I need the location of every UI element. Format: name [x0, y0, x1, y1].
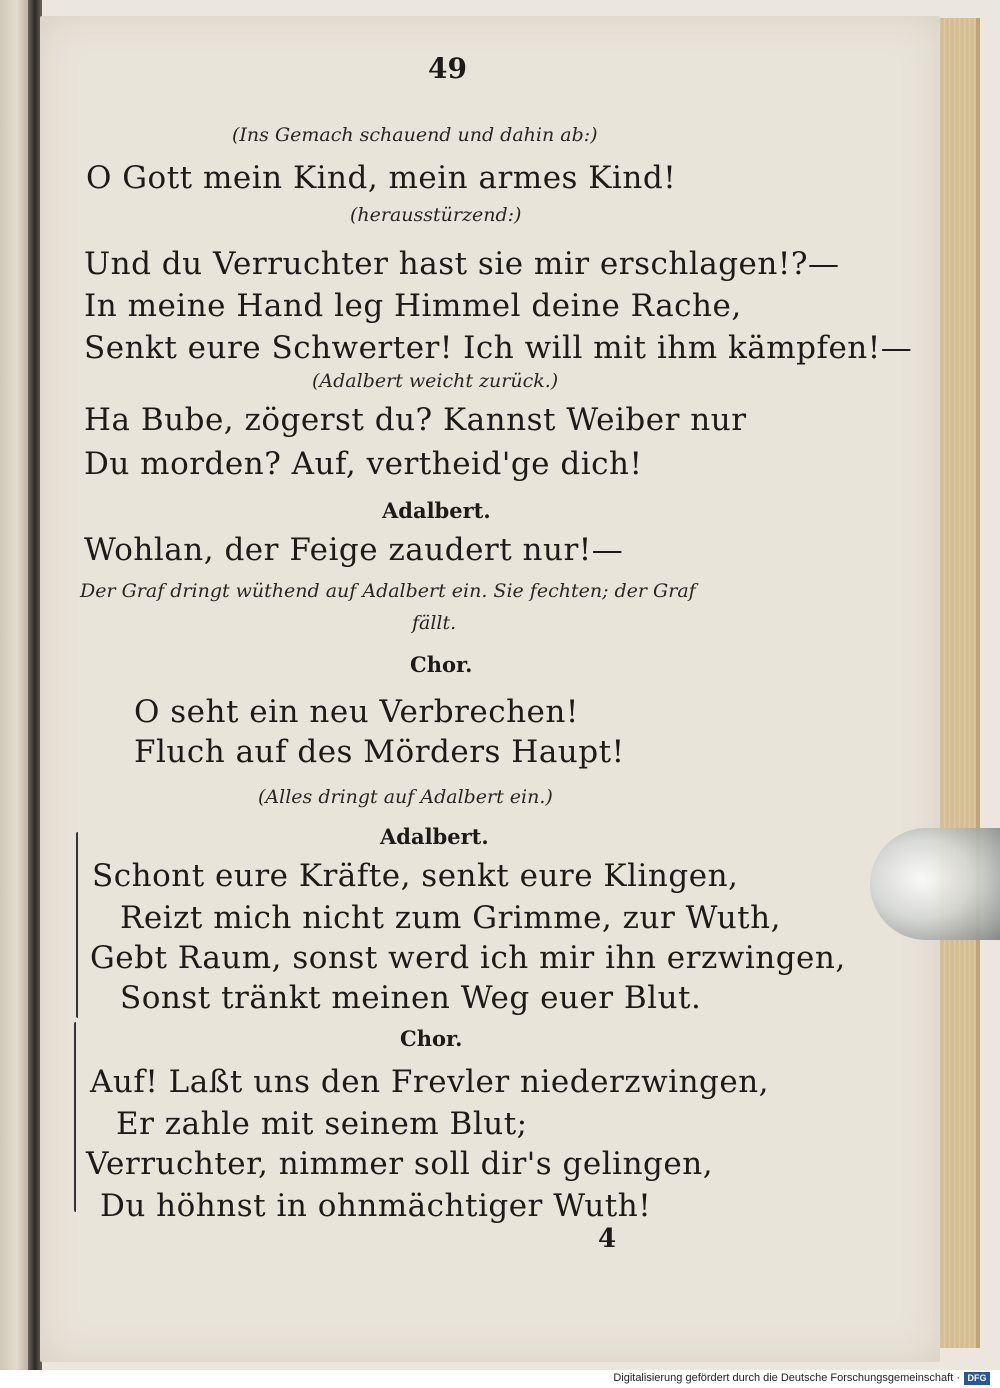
verse-line: Auf! Laßt uns den Frevler niederzwingen,: [90, 1064, 770, 1100]
page-number: 49: [428, 52, 467, 85]
verse-line: In meine Hand leg Himmel deine Rache,: [84, 288, 742, 324]
speaker-name: Chor.: [400, 1026, 463, 1051]
brace-left: [76, 832, 78, 1018]
stage-direction: (herausstürzend:): [350, 204, 522, 226]
verse-line: Er zahle mit seinem Blut;: [116, 1106, 528, 1142]
verse-line: Ha Bube, zögerst du? Kannst Weiber nur: [84, 402, 747, 438]
verse-line: Du morden? Auf, vertheid'ge dich!: [84, 446, 643, 482]
verse-line: Senkt eure Schwerter! Ich will mit ihm kämpfen!—: [84, 330, 913, 366]
speaker-name: Adalbert.: [380, 824, 489, 849]
left-page-edge: [0, 0, 28, 1370]
verse-line: Sonst tränkt meinen Weg euer Blut.: [120, 980, 702, 1016]
stage-direction: Der Graf dringt wüthend auf Adalbert ein. Sie fechten; der Graf: [80, 580, 696, 602]
verse-line: Fluch auf des Mörders Haupt!: [134, 734, 625, 770]
speaker-name: Adalbert.: [382, 498, 491, 523]
speaker-name: Chor.: [410, 652, 473, 677]
verse-line: Verruchter, nimmer soll dir's gelingen,: [86, 1146, 714, 1182]
verse-line: O seht ein neu Verbrechen!: [134, 694, 579, 730]
brace-left: [74, 1022, 76, 1212]
verse-line: O Gott mein Kind, mein armes Kind!: [86, 160, 677, 196]
verse-line: Schont eure Kräfte, senkt eure Klingen,: [92, 858, 739, 894]
verse-line: Und du Verruchter hast sie mir erschlagen!?—: [84, 246, 840, 282]
verse-line: Wohlan, der Feige zaudert nur!—: [84, 532, 624, 568]
stage-direction: (Alles dringt auf Adalbert ein.): [258, 786, 553, 808]
stage-direction: (Ins Gemach schauend und dahin ab:): [232, 124, 598, 146]
stage-direction: (Adalbert weicht zurück.): [312, 370, 559, 392]
signature-mark: 4: [598, 1224, 617, 1254]
verse-line: Reizt mich nicht zum Grimme, zur Wuth,: [120, 900, 781, 936]
footer-credit: Digitalisierung gefördert durch die Deutsche Forschungsgemeinschaft ·: [613, 1372, 960, 1384]
verse-line: Gebt Raum, sonst werd ich mir ihn erzwingen,: [90, 940, 846, 976]
dfg-logo-icon: DFG: [964, 1372, 990, 1385]
stage-direction: fällt.: [412, 612, 457, 634]
plastic-page-clip: [870, 828, 1000, 940]
verse-line: Du höhnst in ohnmächtiger Wuth!: [100, 1188, 652, 1224]
